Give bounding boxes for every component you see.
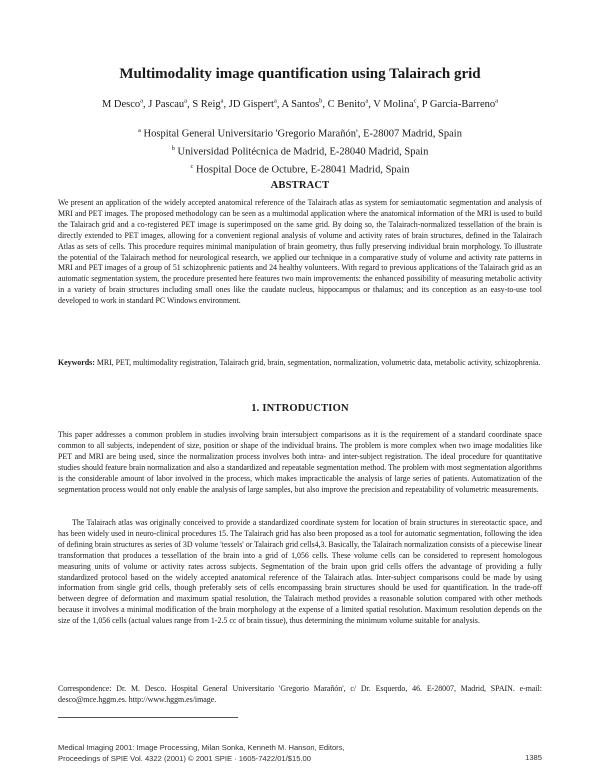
publication-footer xyxy=(58,743,408,764)
affiliations xyxy=(40,124,560,178)
author: A Santos$^b$, xyxy=(281,97,328,110)
correspondence-note: Correspondence: Dr. M. Desco. Hospital General Universitario 'Gregorio Marañón', c/ Dr. Esquerdo, 46. E-28007, Madrid, SPAIN. e-mail: desco@mce.hggm.es. http://www.hggm.es/image. xyxy=(58,684,542,704)
introduction-paragraph: The Talairach atlas was originally conceived to provide a standardized coordinate system for location of brain structures in stereotactic space, and has been widely used in neuro-clinical procedures 15. The Talairach grid has also been proposed as a tool for automatic segmentation, following the idea of defining brain structures as series of 3D volume 'tessels' or Talairach grid cells4,3. Basically, the Talairach normalization consists of a piecewise linear transformation that produces a tessellation of the brain into a grid of 1,056 cells. These volume cells can be considered to represent homologous measuring units of volume or activity rates across subjects. Segmentation of the brain upon grid cells offers the advantage of providing a fully standardized protocol based on the widely accepted anatomical reference of the Talairach atlas. Inter-subject comparisons could be made by using information from single grid cells, though preferably sets of cells encompassing brain structures should be used for quantification. In the trade-off between degree of deformation and maximum spatial resolution, the Talairach method provides a reasonable solution compared with other methods because it involves a minimal modification of the brain morphology at the expense of a limited spatial resolution. Maximum resolution depends on the size of the 1,056 cells (actual values range from 1-2.5 cc of brain tissue), thus determining the minimum volume suitable for analysis. xyxy=(58,518,542,626)
paper-title: Multimodality image quantification using Talairach grid xyxy=(119,66,481,82)
footer-divider xyxy=(58,717,238,718)
author-list xyxy=(40,97,560,110)
introduction-heading: 1. INTRODUCTION xyxy=(251,403,349,414)
author: J Pascau$^a$, xyxy=(148,97,193,110)
author: P Garcia-Barreno$^a$ xyxy=(421,97,499,110)
author: C Benito$^a$, xyxy=(327,97,374,110)
keywords-label: Keywords: xyxy=(58,358,95,367)
author: S Reig$^a$, xyxy=(192,97,229,110)
author: JD Gispert$^a$, xyxy=(228,97,282,110)
affiliation: $^a$ Hospital General Universitario 'Gregorio Marañón', E-28007 Madrid, Spain xyxy=(138,127,462,140)
keywords-text: MRI, PET, multimodality registration, Talairach grid, brain, segmentation, normalization, volumetric data, metabolic activity, schizophrenia. xyxy=(96,358,541,367)
page-number: 1385 xyxy=(525,753,542,762)
affiliation: $^b$ Universidad Politécnica de Madrid, E-28040 Madrid, Spain xyxy=(171,145,429,158)
author: V Molina$^c$, xyxy=(373,97,422,110)
introduction-paragraph: This paper addresses a common problem in studies involving brain intersubject comparisons as it is the requirement of a standard coordinate space common to all subjects, independent of size, position or shape of the individual brains. The problem is more complex when two image modalities like PET and MRI are being used, since the normalization process involves both intra- and inter-subject registration. The ideal procedure for quantitative studies should feature brain normalization and also a standardized and repeatable segmentation method. The problem with most segmentation algorithms is the considerable amount of labor involved in the process, which makes impracticable the analysis of large series of patients. Automatization of the segmentation process would not only enable the analysis of large samples, but also improve the precision and repeatability of volumetric measurements. xyxy=(58,430,542,494)
abstract-text: We present an application of the widely accepted anatomical reference of the Talairach atlas as system for semiautomatic segmentation and analysis of MRI and PET images. The proposed methodology can be seen as a multimodal application where the anatomical information of the MRI is used to build the Talairach grid and a co-registered PET image is superimposed on the same grid. By doing so, the Talairach-normalized tessellation of the brain is directly extended to PET images, allowing for a convenient regional analysis of volume and activity rates of brain structures, defined in the Talairach Atlas as sets of cells. This procedure requires minimal manipulation of brain geometry, thus fully preserving individual brain morphology. To illustrate the potential of the Talairach method for neurological research, we applied our technique in a comparative study of volume and activity rate patterns in MRI and PET images of a group of 51 schizophrenic patients and 24 healthy volunteers. With regard to previous applications of the Talairach grid as an automatic segmentation system, the procedure presented here features two main improvements: the enhanced possibility of measuring metabolic activity in a variety of brain structures including small ones like the caudate nucleus, hippocampus or thalamus; and its conception as an easy-to-use tool developed to work in standard PC Windows environment. xyxy=(58,198,542,306)
abstract-heading: ABSTRACT xyxy=(270,180,330,191)
footer-line: Medical Imaging 2001: Image Processing, Milan Sonka, Kenneth M. Hanson, Editors, xyxy=(58,743,345,752)
affiliation: $^c$ Hospital Doce de Octubre, E-28041 Madrid, Spain xyxy=(190,163,410,176)
author: M Desco$^a$, xyxy=(101,97,149,110)
keywords xyxy=(58,358,542,369)
footer-line: Proceedings of SPIE Vol. 4322 (2001) © 2001 SPIE · 1605-7422/01/$15.00 xyxy=(58,753,311,763)
